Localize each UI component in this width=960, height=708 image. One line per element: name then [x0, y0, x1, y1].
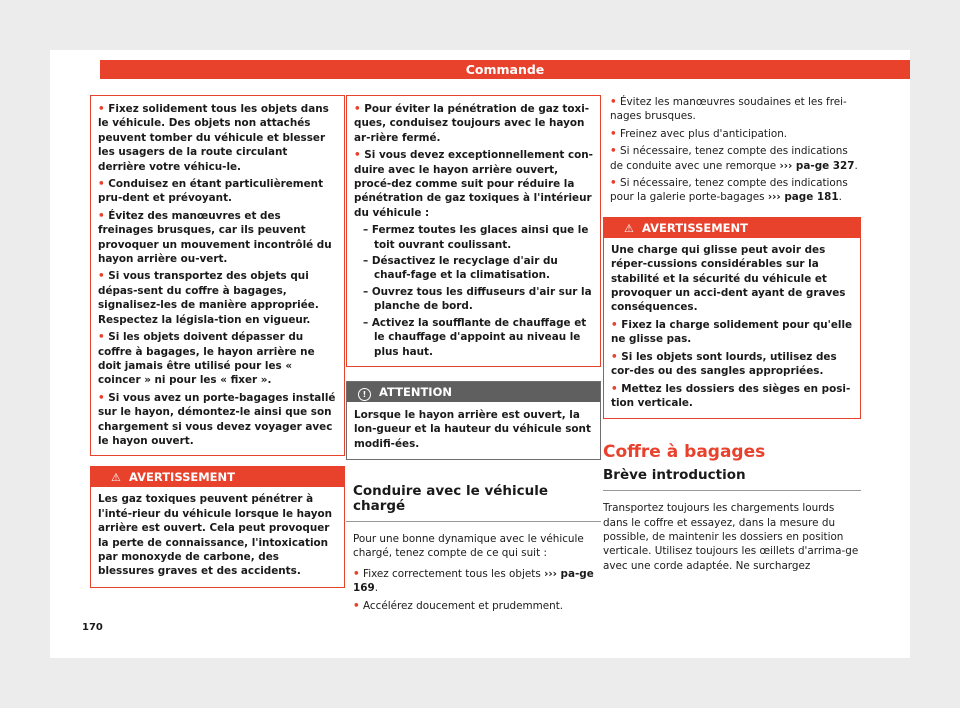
bullet-dot-icon: • — [611, 382, 618, 395]
list-item: • Accélérez doucement et prudemment. — [353, 599, 564, 612]
bullet-dot-icon: • — [611, 318, 618, 331]
warning-text: Une charge qui glisse peut avoir des réper-cussions considérables sur la stabilité et la sécurité du véhicule et provoquer un acci-dent ayant de graves conséquences. — [611, 243, 846, 314]
page-link[interactable]: ››› pa-ge 169 — [353, 567, 594, 595]
bullet-dot-icon: • — [610, 177, 617, 190]
page-link[interactable]: ››› page 181 — [767, 191, 839, 204]
info-circle-icon: ! — [358, 388, 371, 401]
bullet-dot-icon: • — [610, 145, 617, 158]
bullet-dot-icon: • — [98, 103, 105, 115]
bullet-dot-icon: • — [98, 270, 105, 283]
list-item: • Si nécessaire, tenez compte des indications pour la galerie porte-bagages ››› page 181. — [610, 177, 848, 204]
bullet-dot-icon: • — [354, 149, 361, 162]
dash-item: – Activez la soufflante de chauffage et le chauffage d'appoint au niveau le plus haut. — [363, 316, 587, 358]
list-item: • Conduisez en étant particulièrement pru-dent et prévoyant. — [98, 178, 324, 205]
dash-item: – Désactivez le recyclage d'air du chauf-fage et la climatisation. — [363, 255, 558, 282]
dash-item: – Fermez toutes les glaces ainsi que le toit ouvrant coulissant. — [363, 224, 589, 251]
attention-header: ! ATTENTION — [347, 382, 600, 402]
column-1 — [90, 95, 345, 588]
bullet-dot-icon: • — [98, 209, 105, 222]
warning-box — [603, 217, 861, 419]
list-item: • Fixez la charge solidement pour qu'elle ne glisse pas. — [611, 318, 853, 346]
safety-notes-box — [90, 95, 345, 456]
bullet-dot-icon: • — [353, 567, 360, 580]
warning-text: Les gaz toxiques peuvent pénétrer à l'inté-rieur du véhicule lorsque le hayon arrière est ouvert. Cela peut provoquer la perte de connaissance, l'intoxication par monoxyde de carbone, des blessures graves et des accidents. — [98, 493, 333, 578]
list-item: • Fixez correctement tous les objets ››› pa-ge 169. — [353, 567, 594, 595]
attention-text: Lorsque le hayon arrière est ouvert, la lon-gueur et la hauteur du véhicule sont modifi-ées. — [354, 408, 591, 450]
section-body — [346, 532, 601, 613]
list-item: • Pour éviter la pénétration de gaz toxi-ques, conduisez toujours avec le hayon ar-rière fermé. — [354, 103, 590, 144]
list-item: • Si vous devez exceptionnellement con-duire avec le hayon arrière ouvert, procé-dez comme suit pour réduire la pénétration de gaz toxiques à l'intérieur du véhicule : — [354, 149, 593, 219]
list-item: • Si les objets doivent dépasser du coffre à bagages, le hayon arrière ne doit jamais être utilisé pour les « coincer » ni pour les « fixer ». — [98, 331, 315, 387]
list-item: • Si nécessaire, tenez compte des indications de conduite avec une remorque ››› pa-ge 327. — [610, 145, 858, 172]
section-title: Conduire avec le véhicule chargé — [346, 484, 601, 522]
attention-box — [346, 381, 601, 460]
list-item: • Évitez des manœuvres et des freinages brusques, car ils peuvent provoquer un mouvement incontrôlé du hayon arrière ou-vert. — [98, 209, 332, 266]
main-heading: Coffre à bagages — [603, 442, 766, 463]
list-item: • Si vous transportez des objets qui dépas-sent du coffre à bagages, signalisez-les de manière appropriée. Respectez la législa-tion en vigueur. — [98, 270, 319, 326]
intro-text: Pour une bonne dynamique avec le véhicule chargé, tenez compte de ce qui suit : — [353, 532, 584, 560]
driving-tips — [603, 95, 861, 205]
list-item: • Si les objets sont lourds, utilisez des cor-des ou des sangles appropriées. — [611, 350, 837, 378]
list-item: • Fixez solidement tous les objets dans le véhicule. Des objets non attachés peuvent tomber du véhicule et blesser les usagers de la route circulant derrière votre véhicu-le. — [98, 103, 329, 173]
list-item: • Si vous avez un porte-bagages installé sur le hayon, démontez-le ainsi que son chargement si vous devez voyager avec le hayon ouvert. — [98, 391, 336, 447]
page-link[interactable]: ››› pa-ge 327 — [779, 159, 855, 172]
bullet-dot-icon: • — [98, 331, 105, 344]
list-item: • Évitez les manœuvres soudaines et les frei-nages brusques. — [610, 96, 847, 123]
bullet-dot-icon: • — [353, 599, 360, 612]
column-3 — [603, 95, 861, 573]
column-2 — [346, 95, 601, 616]
list-item: • Freinez avec plus d'anticipation. — [610, 127, 788, 140]
warning-header: ⚠ AVERTISSEMENT — [91, 467, 344, 487]
bullet-dot-icon: • — [610, 96, 617, 108]
warning-body — [604, 238, 860, 418]
sub-heading: Brève introduction — [603, 468, 861, 491]
bullet-dot-icon: • — [611, 350, 618, 363]
bullet-dot-icon: • — [354, 103, 361, 115]
warning-header: ⚠ AVERTISSEMENT — [604, 218, 860, 238]
bullet-dot-icon: • — [610, 127, 617, 140]
warning-box — [90, 466, 345, 587]
body-paragraph: Transportez toujours les chargements lourds dans le coffre et essayez, dans la mesure du possible, de maintenir les dossiers en position verticale. Utilisez toujours les œillets d'arrima-ge avec une corde adaptée. Ne surchargez — [603, 502, 859, 572]
bullet-dot-icon: • — [98, 391, 105, 404]
warning-triangle-icon: ⚠ — [111, 471, 121, 485]
list-item: • Mettez les dossiers des sièges en posi-tion verticale. — [611, 382, 851, 409]
warning-triangle-icon: ⚠ — [624, 221, 634, 235]
dash-item: – Ouvrez tous les diffuseurs d'air sur la planche de bord. — [363, 285, 592, 313]
bullet-dot-icon: • — [98, 178, 105, 191]
gas-notes-box — [346, 95, 601, 367]
page-number: 170 — [82, 622, 103, 633]
section-header: Commande — [100, 60, 910, 79]
manual-page — [50, 50, 910, 658]
